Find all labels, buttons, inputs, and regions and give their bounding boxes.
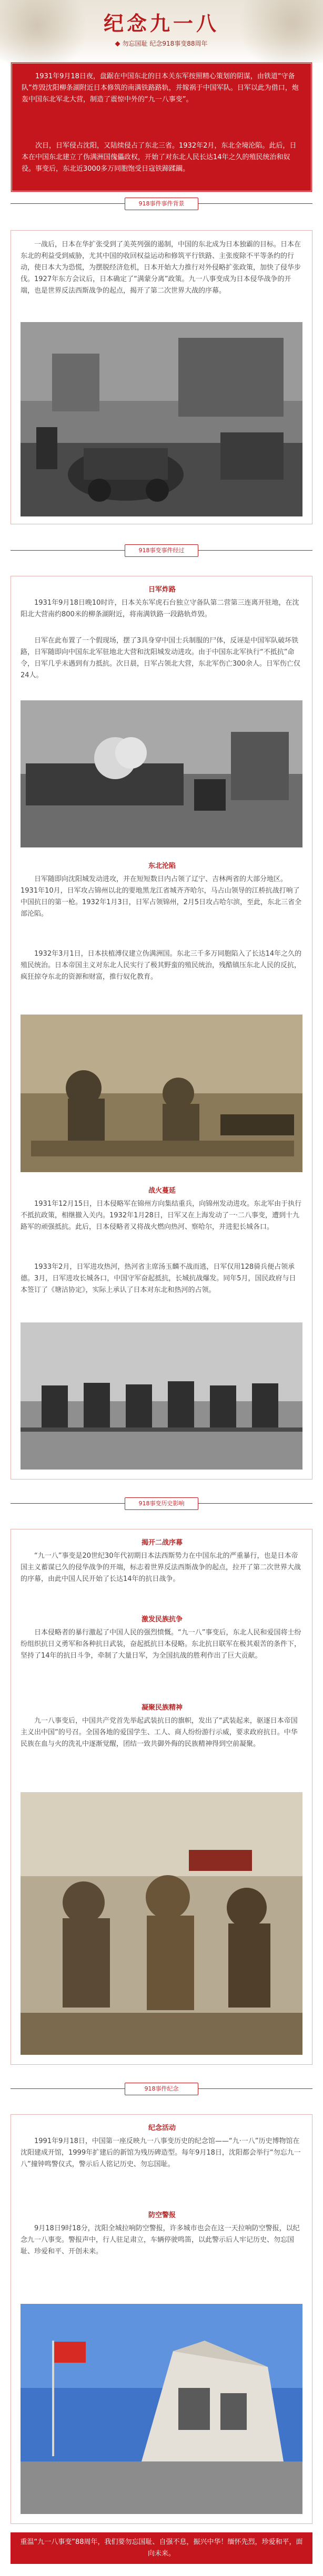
intro-paragraph: 次日，日军侵占沈阳，又陆续侵占了东北三省。1932年2月，东北全境沦陷。此后，日本在中国东北建立了伪满洲国傀儡政权，开始了对东北人民长达14年之久的殖民统治和奴役。事变后，东北近3000多万同胞饱受日寇铁蹄蹂躏。 xyxy=(22,142,297,173)
section-subtitle: 东北沦陷 xyxy=(148,862,176,870)
body-paragraph: 1933年2月，日军进攻热河，热河省主席汤玉麟不战而逃，日军仅用128骑兵便占领承德。3月，日军进攻长城各口，中国守军奋起抵抗，长城抗战爆发。同年5月，国民政府与日本签订了《塘沽协定》，实际上承认了日本对东北和热河的占领。 xyxy=(21,1263,296,1294)
history-photo xyxy=(21,1322,302,1470)
content-card xyxy=(11,576,312,1480)
section-subtitle: 纪念活动 xyxy=(148,2124,176,2132)
body-paragraph: 日军随即向沈阳城发动进攻，并在短短数日内占领了辽宁、吉林两省的大部分地区。1931年10月，日军攻占锦州以北的要地黑龙江省城齐齐哈尔，马占山领导的江桥抗战打响了中国抗日的第一枪。1932年1月3日，日军占领锦州，2月5日攻占哈尔滨，至此，东北三省全部沦陷。 xyxy=(21,875,302,918)
section-tag-label: 918事件事件背景 xyxy=(125,198,198,210)
divider xyxy=(11,550,125,551)
section-tag xyxy=(0,1497,323,1510)
section-tag-label: 918事变事件经过 xyxy=(125,544,198,557)
section-tag-label: 918事变历史影响 xyxy=(125,1497,198,1510)
section-subtitle: 战火蔓延 xyxy=(148,1187,176,1195)
section-subtitle: 激发民族抗争 xyxy=(141,1616,183,1623)
divider xyxy=(11,1503,125,1504)
content-card xyxy=(11,2114,312,2524)
section-subtitle: 揭开二战序幕 xyxy=(141,1539,183,1547)
body-paragraph: 1932年3月1日，日本扶植溥仪建立伪满洲国。东北三千多万同胞陷入了长达14年之久的殖民统治。日本帝国主义对东北人民实行了极其野蛮的殖民统治，残酷镇压东北人民的反抗，疯狂掠夺东北的资源和财富，推行奴化教育。 xyxy=(21,950,302,981)
page-subtitle xyxy=(0,39,323,48)
subtitle-text: 勿忘国耻 纪念918事变88周年 xyxy=(122,40,208,47)
divider xyxy=(198,1503,312,1504)
body-paragraph: 日本侵略者的暴行激起了中国人民的强烈愤慨。“九一八”事变后，东北人民和爱国将士纷纷组织抗日义勇军和各种抗日武装，奋起抵抗日本侵略。东北抗日联军在极其艰苦的条件下，坚持了14年的抗日斗争，牵制了大量日军，为全国抗战的胜利作出了巨大贡献。 xyxy=(21,1629,301,1660)
footer-banner xyxy=(11,2532,312,2564)
section-tag xyxy=(0,2083,323,2095)
divider xyxy=(11,203,125,204)
section-subtitle: 日军炸路 xyxy=(148,586,176,594)
hero-banner xyxy=(0,0,323,63)
body-paragraph: 日军在此布置了一个假现场，摆了3具身穿中国士兵制服的尸体，反诬是中国军队破坏铁路，日军随即向中国东北军驻地北大营和沈阳城发动进攻。由于中国东北军执行“不抵抗”命令，日军几乎未遇到有力抵抗。次日晨，日军占领北大营，东北军伤亡300余人。日军伤亡仅24人。 xyxy=(21,637,300,679)
intro-box xyxy=(11,62,312,192)
body-paragraph: “九一八”事变是20世纪30年代初期日本法西斯势力在中国东北的严重暴行，也是日本帝国主义蓄谋已久的侵华战争的开端，标志着世界反法西斯战争的起点，拉开了第二次世界大战的序幕，由此中国人民开始了长达14年的抗日战争。 xyxy=(21,1552,301,1583)
content-card xyxy=(11,1529,312,2065)
body-paragraph: 1931年9月18日晚10时许，日本关东军虎石台独立守备队第二营第三连离开驻地，在沈阳北大营南约800米的柳条湖附近，将南满铁路一段路轨炸毁。 xyxy=(21,599,299,618)
section-subtitle: 防空警报 xyxy=(148,2211,176,2219)
diamond-icon xyxy=(115,42,120,47)
history-photo xyxy=(21,700,302,847)
section-tag xyxy=(0,198,323,210)
body-paragraph: 九一八事变后，中国共产党首先举起武装抗日的旗帜，发出了“武装起来，驱逐日本帝国主义出中国”的号召。全国各地的爱国学生、工人、商人纷纷游行示威，要求政府抗日。中华民族在血与火的洗礼中逐渐觉醒，团结一致共御外侮的民族精神得到空前凝聚。 xyxy=(21,1717,298,1748)
body-paragraph: 9月18日9时18分，沈阳全城拉响防空警报，许多城市也会在这一天拉响防空警报，以纪念九一八事变。警报声中，行人驻足肃立，车辆停驶鸣笛，以此警示后人牢记历史、勿忘国耻、珍爱和平、开创未来。 xyxy=(21,2225,300,2256)
section-tag xyxy=(0,544,323,557)
history-photo xyxy=(21,322,302,516)
section-subtitle: 凝聚民族精神 xyxy=(141,1704,183,1712)
divider xyxy=(11,2088,125,2089)
memorial-photo xyxy=(21,2304,302,2514)
footer-text: 重温“九一八事变”88周年，我们要勿忘国耻、自强不息，振兴中华！缅怀先烈，珍爱和平，面向未来。 xyxy=(20,2538,303,2558)
body-paragraph: 一战后，日本在华扩张受到了美英列强的遏制，中国的东北成为日本独霸的目标。日本在东北的利益受到威胁，尤其中国的收回权益运动和修筑平行铁路、主张废除不平等条约的行动，使日本大为恐慌，为摆脱经济危机，日本开始大力推行对外侵略扩张政策，加快了侵华步伐。1927年东方会议后，日本确定了“满蒙分离”政策。九一八事变成为日本侵华战争的开端，也是世界反法西斯战争的起点，揭开了第二次世界大战的序幕。 xyxy=(21,241,301,295)
history-photo xyxy=(21,1015,302,1172)
section-tag-label: 918事件纪念 xyxy=(125,2083,198,2095)
content-card xyxy=(11,230,312,524)
divider xyxy=(198,203,312,204)
history-painting xyxy=(21,1792,302,2055)
body-paragraph: 1931年12月15日，日本侵略军在锦州方向集结重兵，向锦州发动进攻。东北军由于执行不抵抗政策，相继撤入关内。1932年1月28日，日军又在上海发动了一·二八事变，遭到十九路军的顽强抵抗。此后，日本侵略者又将战火燃向热河、察哈尔，并进犯长城各口。 xyxy=(21,1200,302,1231)
intro-paragraph: 1931年9月18日夜，盘踞在中国东北的日本关东军按照精心策划的阴谋，由铁道“守备队”炸毁沈阳柳条湖附近日本修筑的南满铁路路轨，并嫁祸于中国军队。日军以此为借口，炮轰中国东北军北大营，制造了震惊中外的“九一八事变”。 xyxy=(22,73,299,104)
page-title: 纪念九一八 xyxy=(103,12,219,35)
divider xyxy=(198,2088,312,2089)
body-paragraph: 1991年9月18日，中国第一座反映九一八事变历史的纪念馆——“九·一八”历史博物馆在沈阳建成开馆，1999年扩建后的新馆为残历碑造型。每年9月18日，沈阳都会举行“勿忘九一八”撞钟鸣警仪式，警示后人铭记历史、勿忘国耻。 xyxy=(21,2137,301,2168)
divider xyxy=(198,550,312,551)
